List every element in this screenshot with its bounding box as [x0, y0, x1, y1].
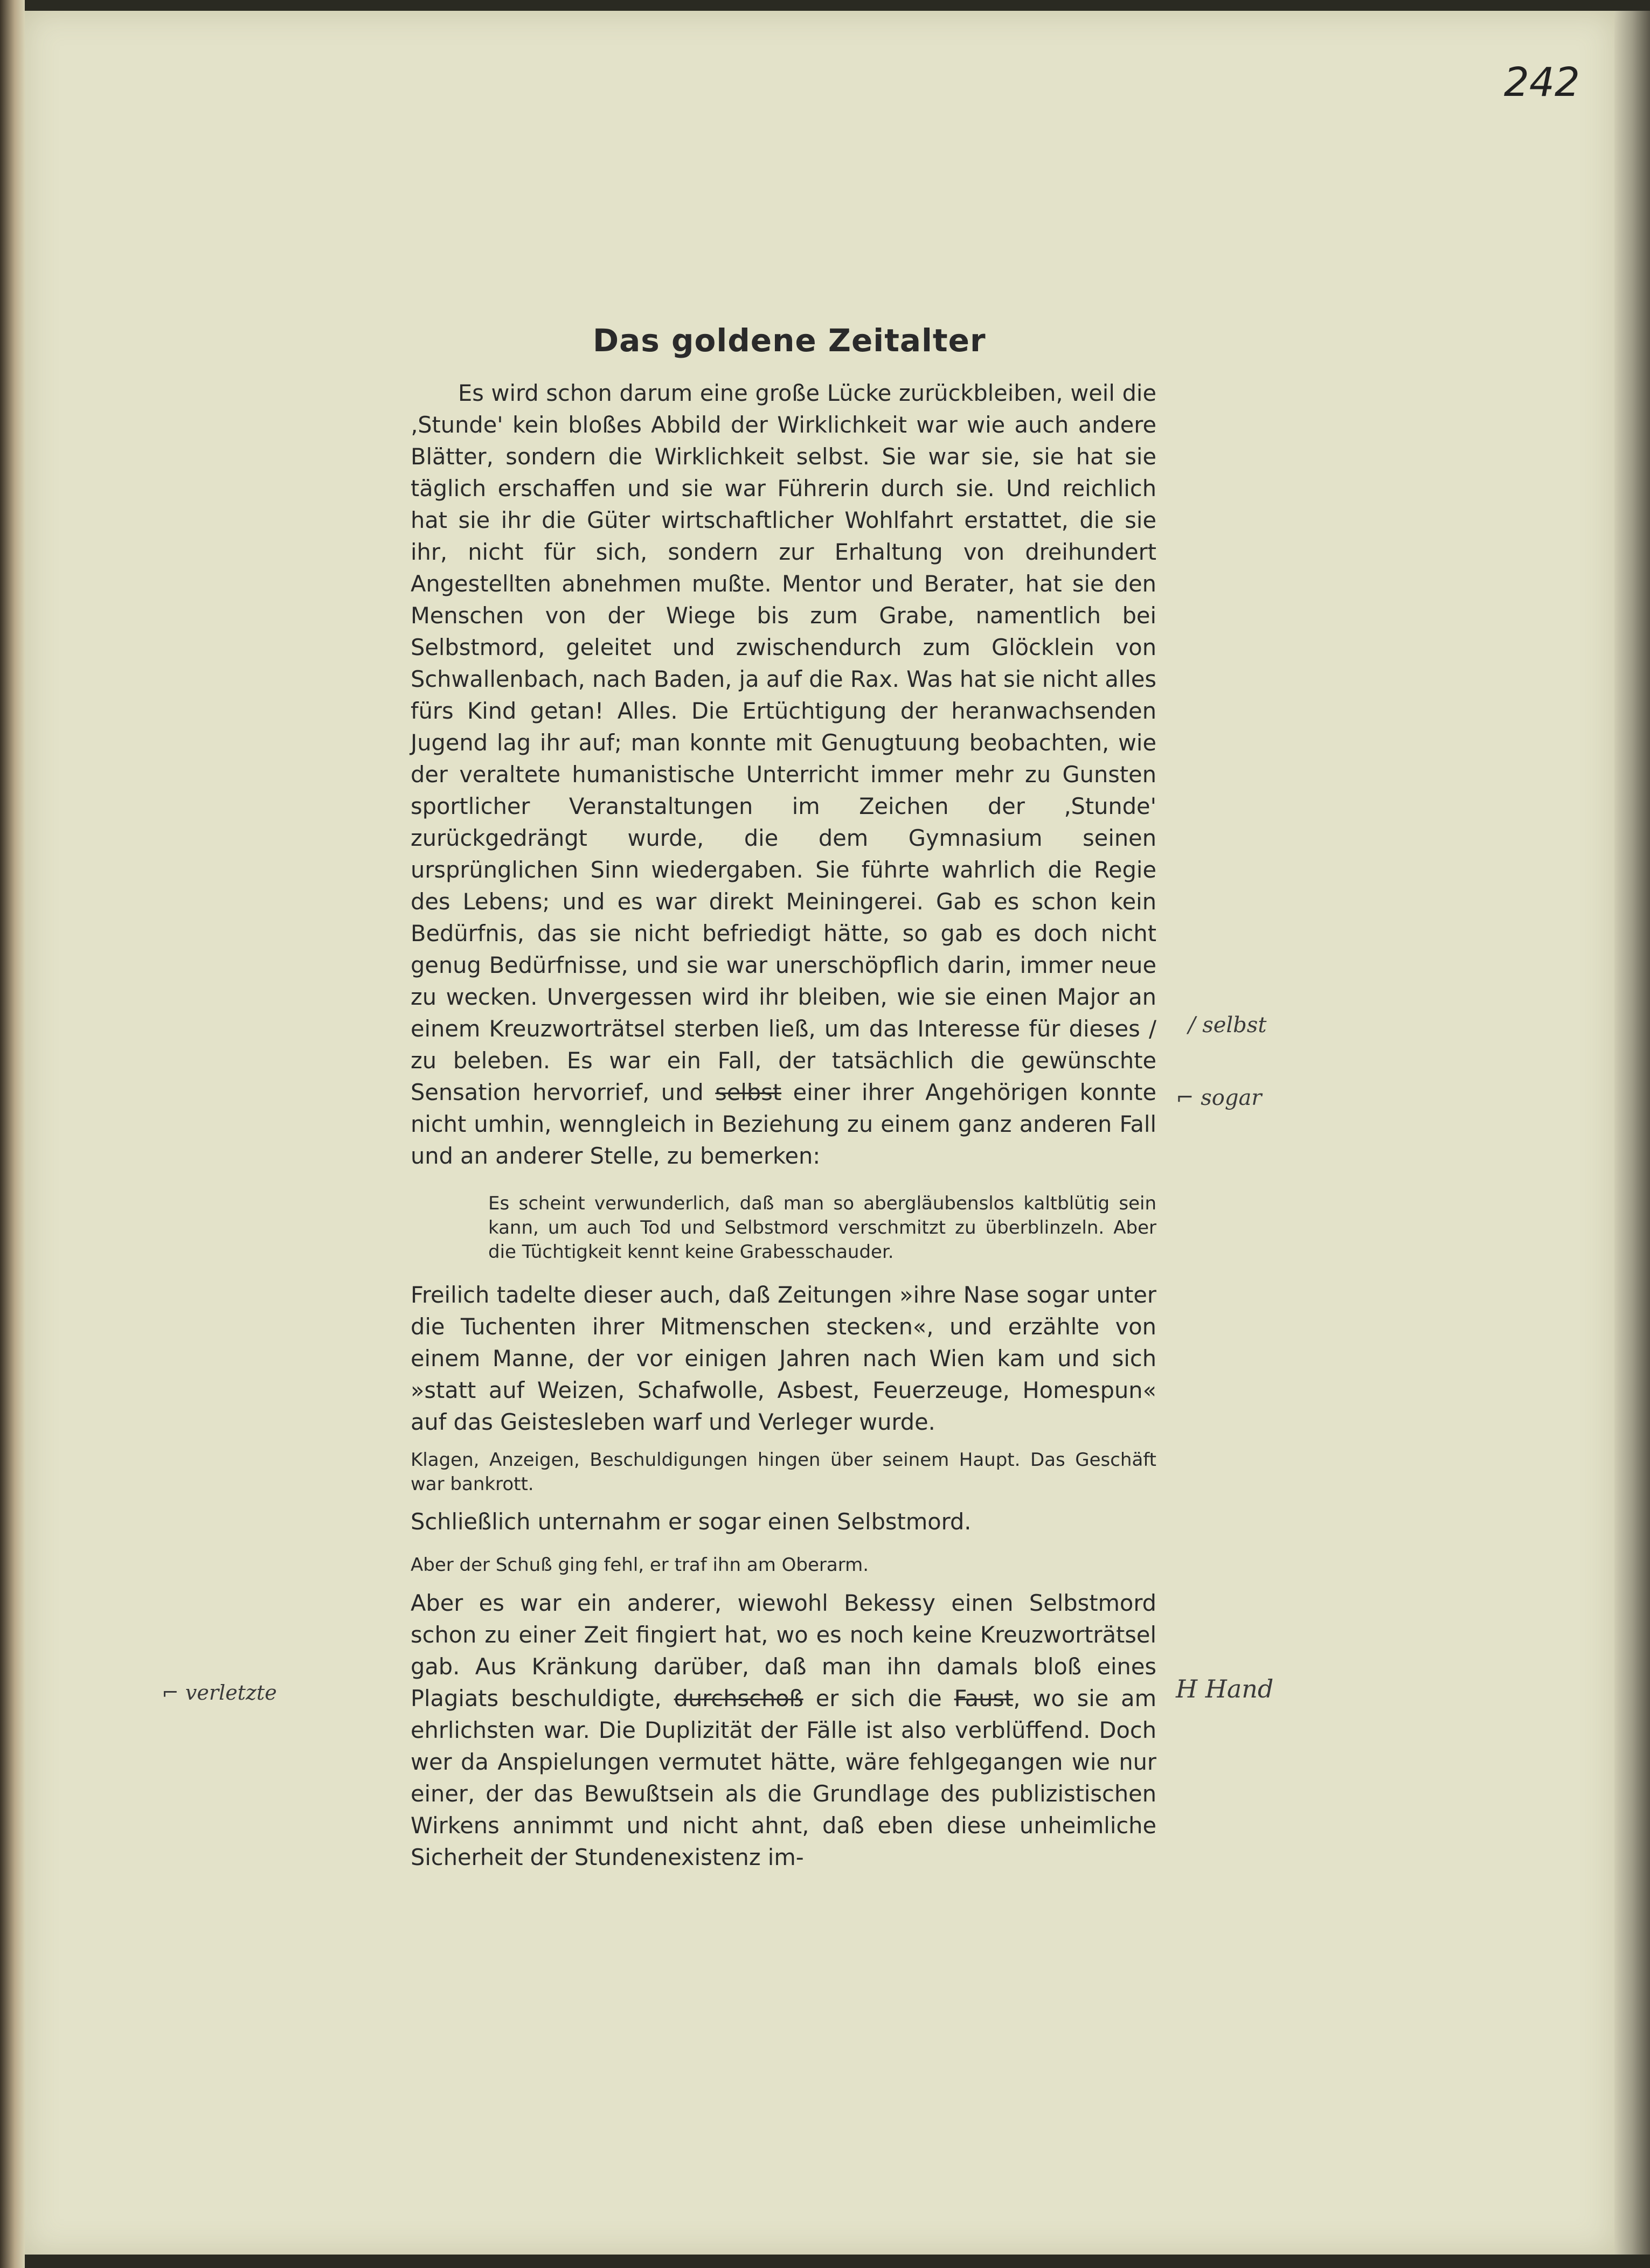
paragraph-1-end: einer ihrer Angehörigen konnte nicht umhin, wenngleich in Beziehung zu einem ganz anderen Fall und an anderer Stelle, zu bemerken: — [411, 1079, 1156, 1169]
margin-note-hand: H Hand — [1176, 1674, 1274, 1703]
paragraph-4 — [411, 1587, 1156, 1873]
paragraph-4-text-b: er sich die — [815, 1685, 942, 1712]
page-title: Das goldene Zeitalter — [593, 322, 986, 359]
book-spine — [0, 0, 25, 2268]
paragraph-4-text-a: Aber es war ein anderer, wiewohl Bekessy einen Selbstmord schon zu einer Zeit fingiert hat, wo es noch keine Kreuzworträtsel gab. Aus Kränkung darüber, daß man ihn damals bloß eines Plagiats beschuldigte, — [411, 1590, 1156, 1712]
struck-word-durchschoss: durchschoß — [674, 1685, 803, 1712]
quote-1: Es scheint verwunderlich, daß man so abergläubenslos kaltblütig sein kann, um auch Tod und Selbstmord verschmitzt zu überblinzeln. Aber die Tüchtigkeit kennt keine Grabesschauder. — [488, 1193, 1156, 1263]
page-edge — [1614, 11, 1650, 2255]
struck-word-faust: Faust — [954, 1685, 1014, 1712]
paragraph-3: Schließlich unternahm er sogar einen Selbstmord. — [411, 1508, 972, 1535]
paragraph-2: Freilich tadelte dieser auch, daß Zeitungen »ihre Nase sogar unter die Tuchenten ihrer Mitmenschen stecken«, und erzählte von einem Manne, der vor einigen Jahren nach Wien kam und sich »statt auf Weizen, Schafwolle, Asbest, Feuerzeuge, Homespun« auf das Geistesleben warf und Verleger wurde. — [411, 1282, 1156, 1435]
struck-word-selbst: selbst — [715, 1079, 782, 1105]
quote-3: Aber der Schuß ging fehl, er traf ihn am Oberarm. — [411, 1554, 869, 1576]
margin-note-sogar: ⌐ sogar — [1176, 1086, 1262, 1110]
quote-2: Klagen, Anzeigen, Beschuldigungen hingen über seinem Haupt. Das Geschäft war bankrott. — [411, 1449, 1156, 1495]
page-number: 242 — [1503, 59, 1580, 106]
paragraph-4-text-c: , wo sie am ehrlichsten war. Die Duplizität der Fälle ist also verblüffend. Doch wer da Anspielungen vermutet hätte, wäre fehlgegangen wie nur einer, der das Bewußtsein als die Grundlage des publizistischen Wirkens annimmt und nicht ahnt, daß eben diese unheimliche Sicherheit der Stundenexistenz im- — [411, 1685, 1157, 1870]
margin-note-verletzte: ⌐ verletzte — [162, 1681, 277, 1705]
margin-note-selbst: / selbst — [1188, 1013, 1267, 1038]
paragraph-1-text: Es wird schon darum eine große Lücke zurückbleiben, weil die ‚Stunde' kein bloßes Abbild der Wirklichkeit war wie auch andere Blätter, sondern die Wirklichkeit selbst. Sie war sie, sie hat sie täglich erschaffen und sie war Führerin durch sie. Und reichlich hat sie ihr die Güter wirtschaftlicher Wohlfahrt erstattet, die sie ihr, nicht für sich, sondern zur Erhaltung von dreihundert Angestellten abnehmen mußte. Mentor und Berater, hat sie den Menschen von der Wiege bis zum Grabe, namentlich bei Selbstmord, geleitet und zwischendurch zum Glöcklein von Schwallenbach, nach Baden, ja auf die Rax. Was hat sie nicht alles fürs Kind getan! Alles. Die Ertüchtigung der heranwachsenden Jugend lag ihr auf; man konnte mit Genugtuung beobachten, wie der veraltete humanistische Unterricht immer mehr zu Gunsten sportlicher Veranstaltungen im Zeichen der ‚Stunde' zurückgedrängt wurde, die dem Gymnasium seinen ursprünglichen Sinn wiedergaben. Sie führte wahrlich die Regie des Lebens; und es war direkt Meiningerei. Gab es schon kein Bedürfnis, das sie nicht befriedigt hätte, so gab es doch nicht genug Bedürfnisse, und sie war unerschöpflich darin, immer neue zu wecken. Unvergessen wird ihr bleiben, wie sie einen Major an einem Kreuzworträtsel sterben ließ, um das Interesse für dieses / zu beleben. Es war ein Fall, der tatsächlich die gewünschte Sensation hervorrief, und — [411, 380, 1156, 1105]
paragraph-1 — [411, 377, 1156, 1172]
